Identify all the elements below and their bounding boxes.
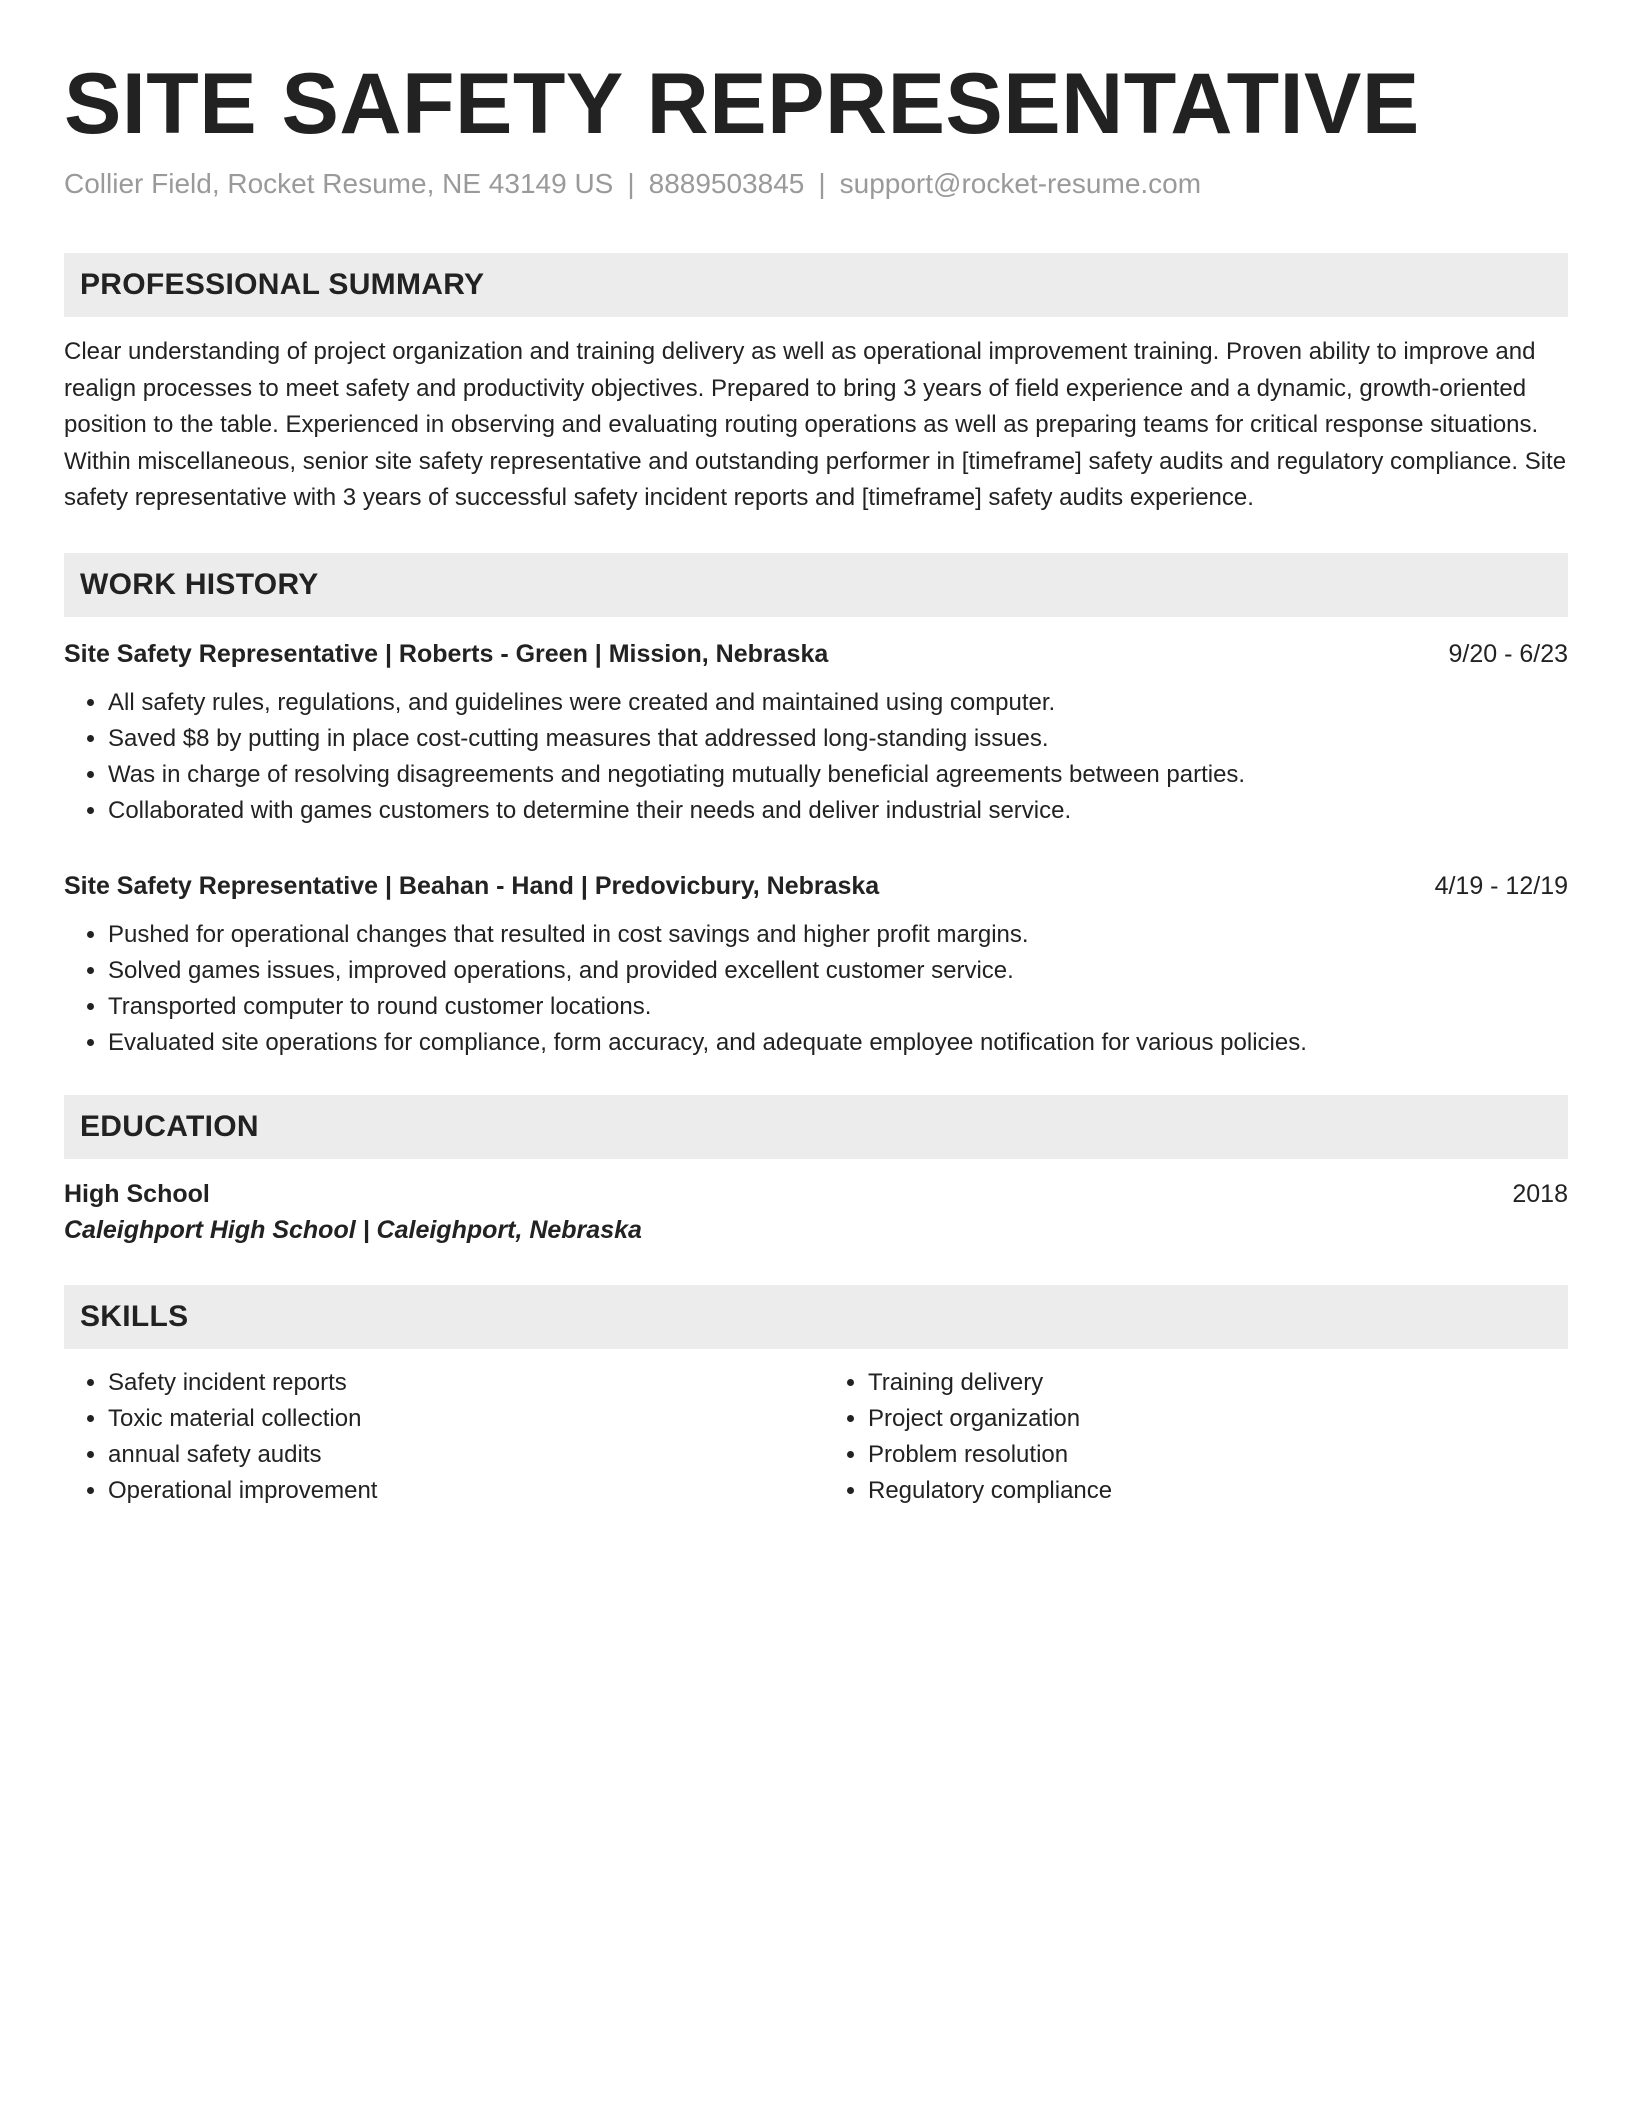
skill-item: • Safety incident reports [108,1365,816,1401]
section-heading-education: EDUCATION [64,1095,1568,1159]
job-bullets [64,917,1568,1061]
job-title: Site Safety Representative | Beahan - Hand | Predovicbury, Nebraska [64,871,880,900]
skill-item: • Training delivery [868,1365,1568,1401]
job-bullet: • Was in charge of resolving disagreements and negotiating mutually beneficial agreements between parties. [108,757,1568,793]
skills-column [64,1365,816,1509]
skill-item: • Toxic material collection [108,1401,816,1437]
contact-separator: | [818,168,826,199]
education-entry [64,1177,1568,1249]
summary-text: Clear understanding of project organization and training delivery as well as operational improvement training. Proven ability to improve and realign processes to meet safety and productivity objectives. Prepared to bring 3 years of field experience and a dynamic, growth-oriented position to the table. Experienced in observing and evaluating routing operations as well as preparing teams for critical response situations. Within miscellaneous, senior site safety representative and outstanding performer in [timeframe] safety audits and regulatory compliance. Site safety representative with 3 years of successful safety incident reports and [timeframe] safety audits experience. [64,338,1567,511]
section-heading-summary: PROFESSIONAL SUMMARY [64,253,1568,317]
job-header [64,637,1568,671]
skill-item: • Regulatory compliance [868,1473,1568,1509]
skill-item: • Operational improvement [108,1473,816,1509]
contact-separator: | [627,168,635,199]
contact-address: Collier Field, Rocket Resume, NE 43149 US [64,168,614,199]
job-bullet: • All safety rules, regulations, and guidelines were created and maintained using computer. [108,685,1568,721]
skills-list [64,1365,1568,1509]
job-title: Site Safety Representative | Roberts - Green | Mission, Nebraska [64,639,829,668]
education-header [64,1177,1568,1211]
job-bullets [64,685,1568,829]
education-school: Caleighport High School | Caleighport, Nebraska [64,1215,642,1244]
job-bullet: • Collaborated with games customers to determine their needs and deliver industrial service. [108,793,1568,829]
job-bullet: • Solved games issues, improved operations, and provided excellent customer service. [108,953,1568,989]
job-entry [64,637,1568,829]
skill-item: • Problem resolution [868,1437,1568,1473]
contact-email: support@rocket-resume.com [839,168,1202,199]
skills-column [816,1365,1568,1509]
skill-item: • Project organization [868,1401,1568,1437]
section-heading-work-history: WORK HISTORY [64,553,1568,617]
education-degree: High School [64,1179,210,1208]
education-year: 2018 [1512,1179,1568,1208]
job-bullet: • Pushed for operational changes that resulted in cost savings and higher profit margins. [108,917,1568,953]
job-bullet: • Transported computer to round customer locations. [108,989,1568,1025]
resume-title: SITE SAFETY REPRESENTATIVE [64,56,1420,152]
job-entry [64,869,1568,1061]
job-dates: 9/20 - 6/23 [1448,639,1568,668]
job-bullet: • Evaluated site operations for compliance, form accuracy, and adequate employee notification for various policies. [108,1025,1568,1061]
job-header [64,869,1568,903]
skill-item: • annual safety audits [108,1437,816,1473]
job-dates: 4/19 - 12/19 [1434,871,1568,900]
contact-phone: 8889503845 [648,168,805,199]
contact-line [64,166,1568,202]
section-heading-skills: SKILLS [64,1285,1568,1349]
job-bullet: • Saved $8 by putting in place cost-cutting measures that addressed long-standing issues. [108,721,1568,757]
